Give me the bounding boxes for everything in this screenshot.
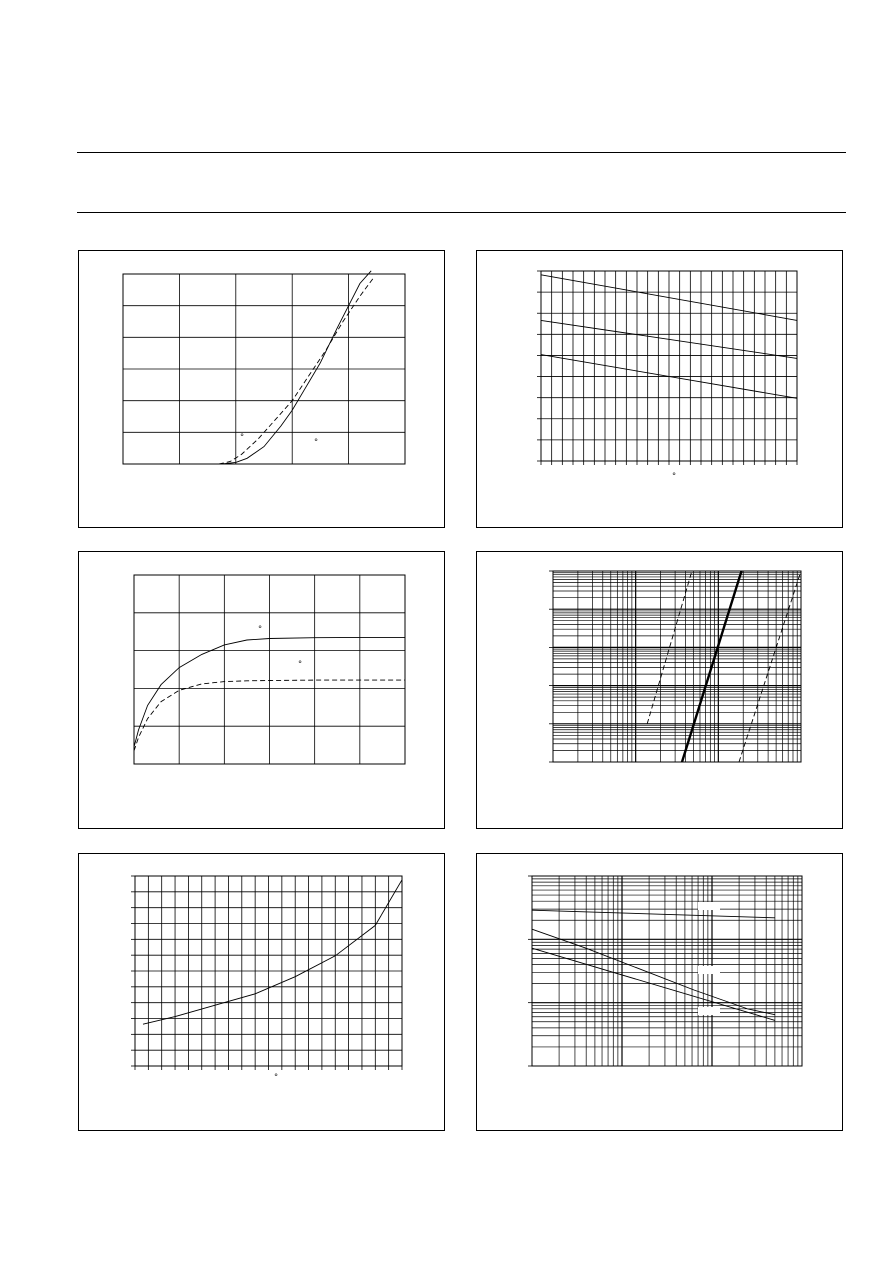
chart-4-series-3-line: [739, 571, 801, 762]
chart-6-curve-label-patch-2: [698, 966, 720, 974]
chart-4-frame: [553, 571, 801, 762]
chart-6-curve-label-patch-3: [698, 1007, 720, 1015]
chart-6-series-1-line: [532, 910, 775, 918]
chart-3-annotation-1: °: [258, 624, 262, 634]
chart-1-annotation-2: °: [314, 437, 318, 447]
chart-5-annotation-1: °: [274, 1072, 278, 1082]
chart-2-annotation-1: °: [672, 471, 676, 481]
chart-6-curve-label-patch-1: [698, 902, 720, 910]
chart-3-annotation-2: °: [298, 659, 302, 669]
chart-6-frame: [532, 876, 802, 1066]
chart-6-series-3-line: [532, 948, 775, 1020]
chart-4-series-2-line: [682, 571, 742, 762]
chart-1-annotation-1: °: [240, 432, 244, 442]
